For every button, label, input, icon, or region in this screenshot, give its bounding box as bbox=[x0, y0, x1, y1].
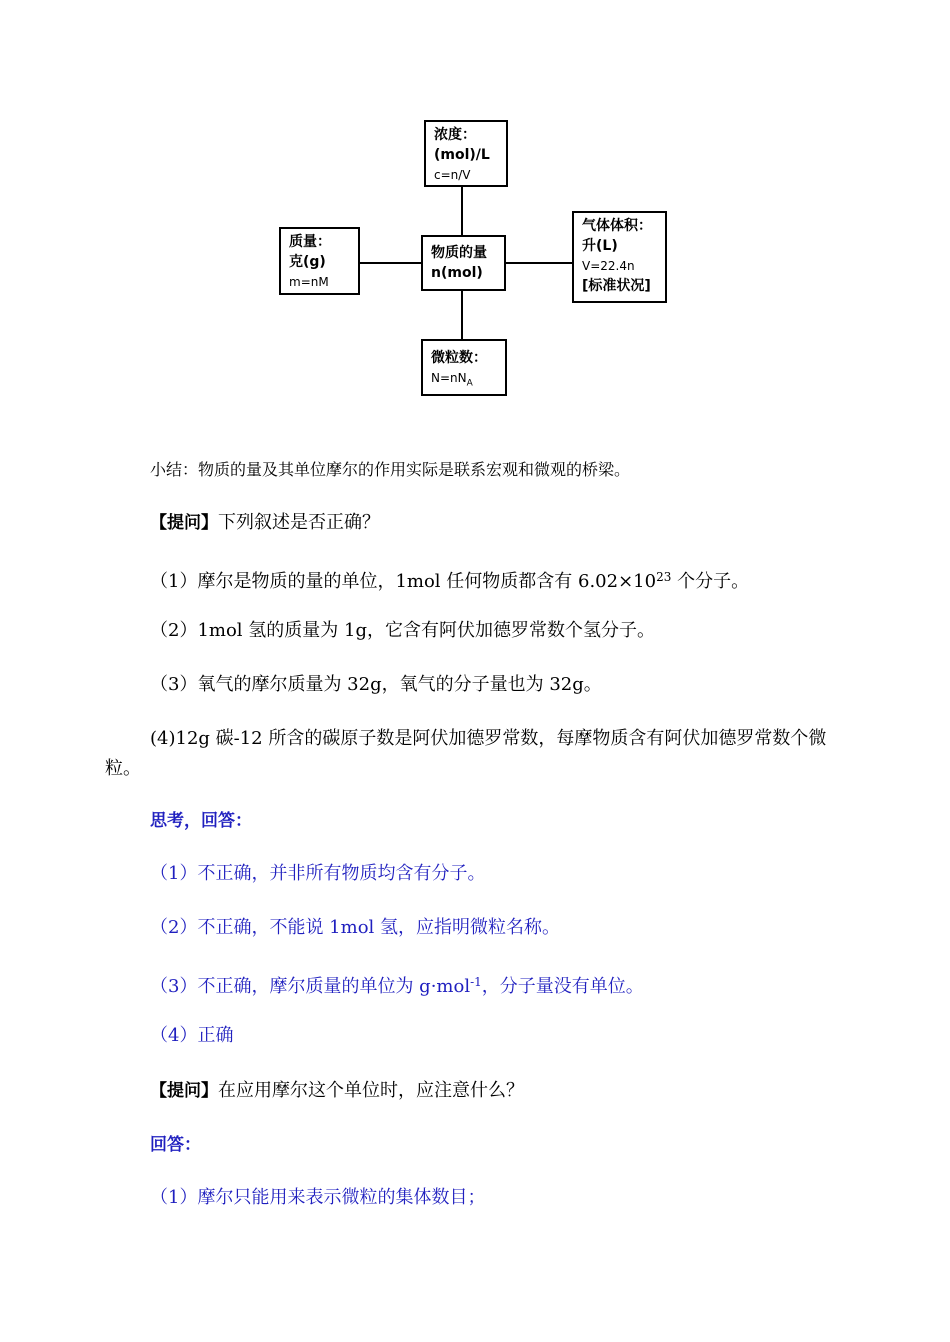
connector-left bbox=[359, 262, 423, 264]
answer1-item3-exponent: -1 bbox=[470, 975, 482, 989]
mass-formula: m=nM bbox=[289, 275, 329, 289]
question2 bbox=[150, 1079, 524, 1103]
box-concentration bbox=[424, 120, 508, 187]
answer2-item1: （1）摩尔只能用来表示微粒的集体数目； bbox=[150, 1187, 486, 1208]
question1-item2: （2）1mol 氢的质量为 1g，它含有阿伏加德罗常数个氢分子。 bbox=[150, 620, 655, 641]
gas-volume-unit: 升(L) bbox=[582, 238, 618, 254]
item1-text: （1）摩尔是物质的量的单位，1mol 任何物质都含有 6.02×10 bbox=[150, 571, 657, 592]
amount-title: 物质的量 bbox=[431, 245, 487, 261]
mass-title: 质量： bbox=[289, 234, 331, 250]
concentration-unit: (mol)/L bbox=[434, 147, 490, 163]
answer1-item2: （2）不正确，不能说 1mol 氢，应指明微粒名称。 bbox=[150, 917, 561, 938]
box-particle-number bbox=[421, 339, 507, 396]
connector-top bbox=[461, 186, 463, 236]
question2-tag: 【提问】 bbox=[150, 1081, 218, 1101]
box-mass bbox=[279, 227, 360, 295]
question1-text: 下列叙述是否正确？ bbox=[218, 512, 380, 533]
answer2-heading: 回答： bbox=[150, 1135, 201, 1155]
question2-text: 在应用摩尔这个单位时，应注意什么？ bbox=[218, 1080, 524, 1101]
gas-volume-title: 气体体积： bbox=[582, 218, 652, 234]
particle-formula bbox=[431, 368, 505, 393]
item1-text-end: 个分子。 bbox=[671, 571, 750, 592]
question1-tag: 【提问】 bbox=[150, 513, 218, 533]
mass-unit: 克(g) bbox=[289, 254, 326, 270]
answer1-item3-text: （3）不正确，摩尔质量的单位为 g·mol bbox=[150, 976, 471, 997]
particle-formula-sub: A bbox=[466, 378, 473, 389]
box-amount-of-substance bbox=[421, 235, 506, 291]
connector-right bbox=[505, 262, 573, 264]
item1-exponent: 23 bbox=[656, 570, 672, 584]
mole-concept-diagram bbox=[0, 0, 950, 420]
answer1-item3-text-end: ，分子量没有单位。 bbox=[481, 976, 644, 997]
question1-item3: （3）氧气的摩尔质量为 32g，氧气的分子量也为 32g。 bbox=[150, 674, 602, 695]
answer1-item1: （1）不正确，并非所有物质均含有分子。 bbox=[150, 863, 486, 884]
amount-unit: n(mol) bbox=[431, 265, 483, 281]
concentration-title: 浓度： bbox=[434, 127, 476, 143]
box-gas-volume bbox=[572, 211, 667, 303]
answer1-heading: 思考，回答： bbox=[150, 811, 252, 831]
answer1-item4: （4）正确 bbox=[150, 1025, 234, 1046]
question1-item4: (4)12g 碳-12 所含的碳原子数是阿伏加德罗常数，每摩物质含有阿伏加德罗常数个微粒。 bbox=[105, 728, 827, 779]
answer1-item3 bbox=[150, 970, 644, 999]
question1 bbox=[150, 511, 380, 535]
concentration-formula: c=n/V bbox=[434, 168, 471, 182]
question1-item1 bbox=[150, 565, 749, 594]
particle-formula-main: N=nN bbox=[431, 371, 467, 385]
gas-volume-formula: V=22.4n bbox=[582, 259, 635, 273]
gas-volume-condition: [标准状况] bbox=[582, 278, 651, 294]
summary-text: 小结：物质的量及其单位摩尔的作用实际是联系宏观和微观的桥梁。 bbox=[150, 460, 631, 479]
particle-title: 微粒数： bbox=[431, 350, 487, 366]
connector-bottom bbox=[461, 290, 463, 340]
